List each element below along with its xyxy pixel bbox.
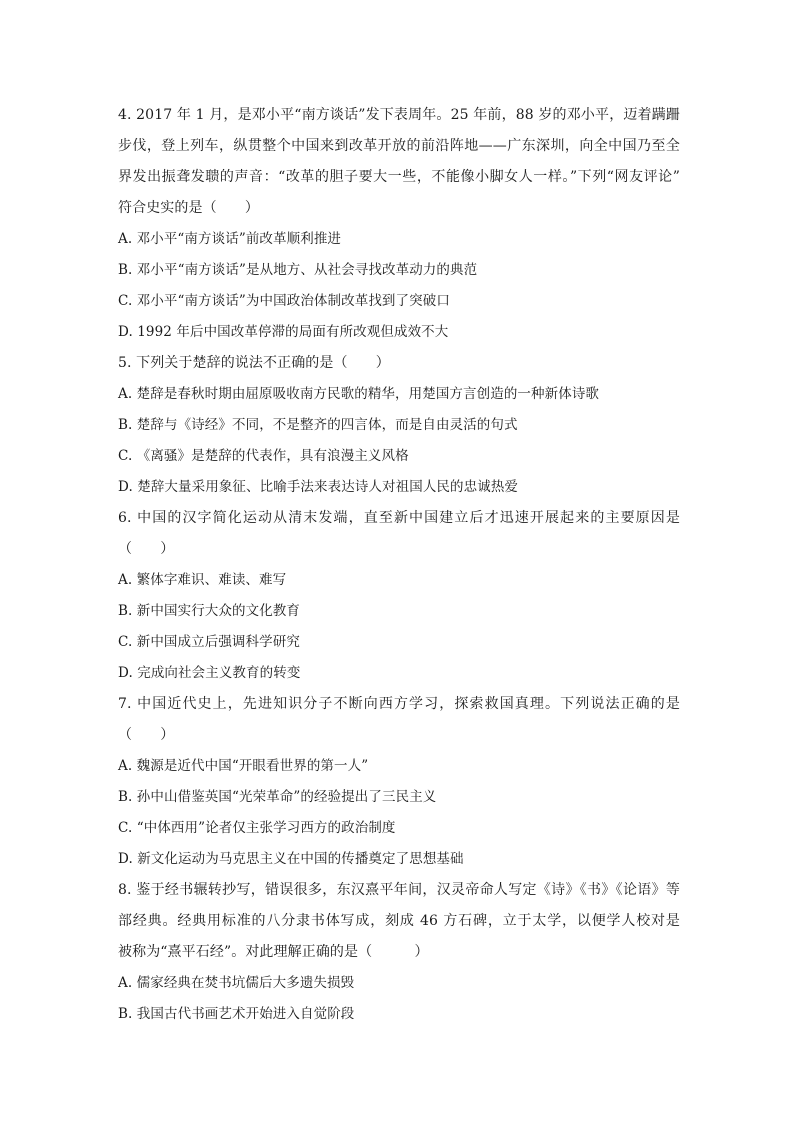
option-d: D. 新文化运动为马克思主义在中国的传播奠定了思想基础 <box>118 851 464 867</box>
option-b: B. 新中国实行大众的文化教育 <box>118 603 301 619</box>
option-a: A. 楚辞是春秋时期由屈原吸收南方民歌的精华，用楚国方言创造的一种新体诗歌 <box>118 386 600 402</box>
question-7 <box>118 689 680 875</box>
question-5 <box>118 348 680 503</box>
option-d: D. 楚辞大量采用象征、比喻手法来表达诗人对祖国人民的忠诚热爱 <box>118 479 519 495</box>
question-stem-line: 8. 鉴于经书辗转抄写，错误很多，东汉熹平年间，汉灵帝命人写定《诗》《书》《论语》等 <box>118 882 680 898</box>
question-stem-line: 5. 下列关于楚辞的说法不正确的是（ ） <box>118 355 390 371</box>
option-c: C. “中体西用”论者仅主张学习西方的政治制度 <box>118 820 396 836</box>
option-a: A. 魏源是近代中国“开眼看世界的第一人” <box>118 758 369 774</box>
question-6 <box>118 503 680 689</box>
question-stem-line: 界发出振聋发聩的声音：“改革的胆子要大一些，不能像小脚女人一样。”下列“网友评论” <box>118 169 680 185</box>
question-stem-line: 部经典。经典用标准的八分隶书体写成，刻成 46 方石碑，立于太学，以便学人校对是 <box>118 913 680 929</box>
exam-page <box>118 100 680 1030</box>
question-stem-line: 步伐，登上列车，纵贯整个中国来到改革开放的前沿阵地——广东深圳，向全中国乃至全 <box>118 138 680 154</box>
option-a: A. 邓小平“南方谈话”前改革顺利推进 <box>118 231 342 247</box>
question-stem-line: 7. 中国近代史上，先进知识分子不断向西方学习，探索救国真理。下列说法正确的是 <box>118 696 680 712</box>
question-stem-line: 被称为“熹平石经”。对此理解正确的是（ ） <box>118 944 429 960</box>
question-stem-line: 4. 2017 年 1 月，是邓小平“南方谈话”发下表周年。25 年前，88 岁的邓小平，迈着蹒跚 <box>118 107 680 123</box>
option-d: D. 1992 年后中国改革停滞的局面有所改观但成效不大 <box>118 324 449 340</box>
option-c: C. 邓小平“南方谈话”为中国政治体制改革找到了突破口 <box>118 293 450 309</box>
option-b: B. 我国古代书画艺术开始进入自觉阶段 <box>118 1006 355 1022</box>
question-stem-line: （ ） <box>118 727 175 743</box>
option-b: B. 孙中山借鉴英国“光荣革命”的经验提出了三民主义 <box>118 789 437 805</box>
option-b: B. 邓小平“南方谈话”是从地方、从社会寻找改革动力的典范 <box>118 262 478 278</box>
option-c: C. 《离骚》是楚辞的代表作，具有浪漫主义风格 <box>118 448 409 464</box>
question-4 <box>118 100 680 348</box>
option-d: D. 完成向社会主义教育的转变 <box>118 665 301 681</box>
option-a: A. 繁体字难识、难读、难写 <box>118 572 287 588</box>
option-c: C. 新中国成立后强调科学研究 <box>118 634 300 650</box>
question-8 <box>118 875 680 1030</box>
question-stem-line: （ ） <box>118 541 175 557</box>
question-stem-line: 6. 中国的汉字简化运动从清末发端，直至新中国建立后才迅速开展起来的主要原因是 <box>118 510 680 526</box>
option-b: B. 楚辞与《诗经》不同，不是整齐的四言体，而是自由灵活的句式 <box>118 417 518 433</box>
option-a: A. 儒家经典在焚书坑儒后大多遗失损毁 <box>118 975 355 991</box>
question-stem-line: 符合史实的是（ ） <box>118 200 259 216</box>
